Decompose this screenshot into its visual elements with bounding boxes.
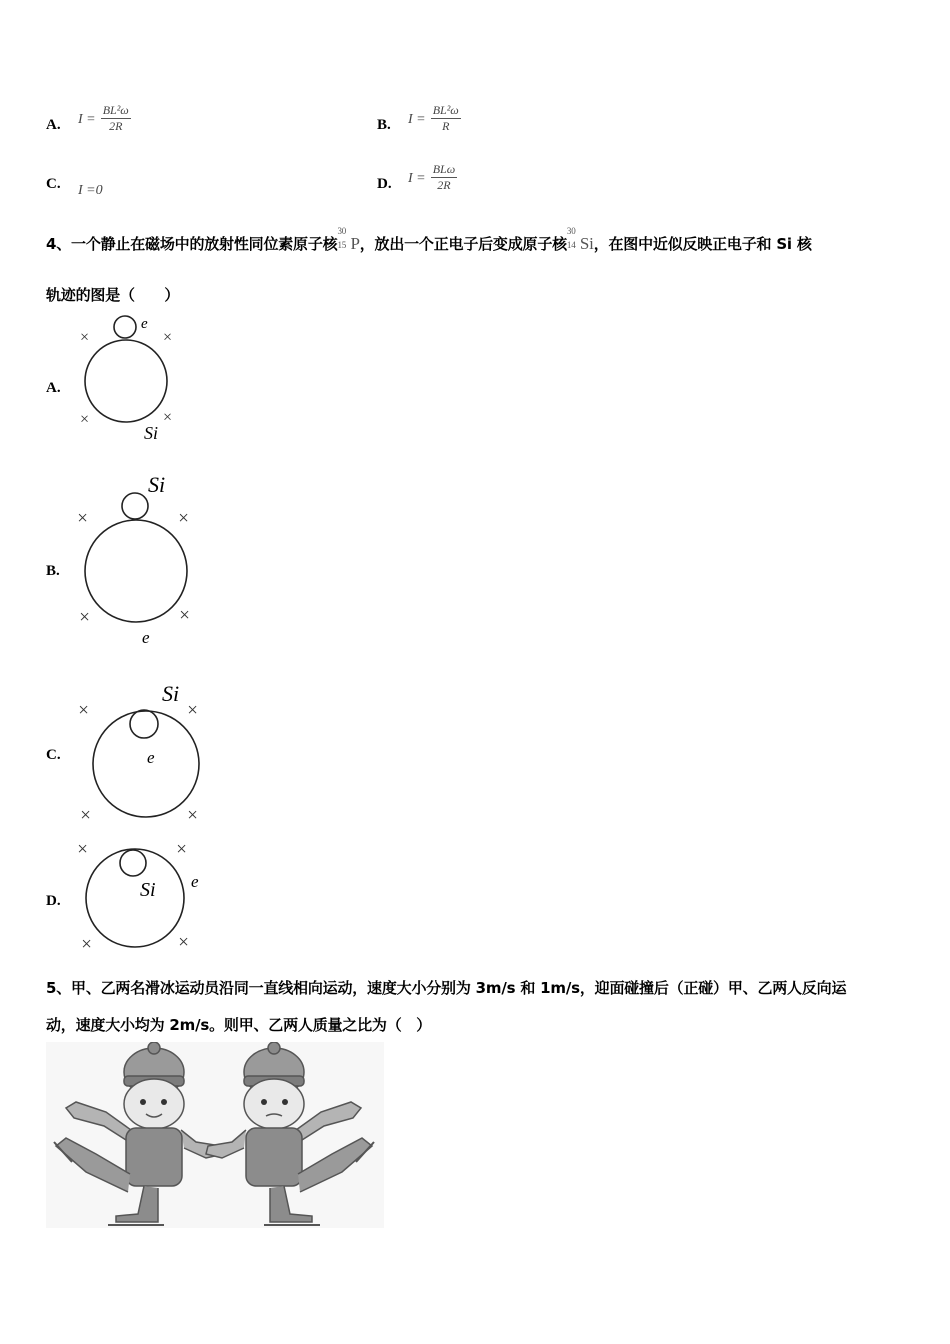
q4-option-c-diagram (70, 676, 215, 828)
field-cross-icon: × (79, 805, 92, 826)
large-track-circle (85, 340, 167, 422)
large-track-label: e (142, 628, 150, 647)
option-b-numerator: BL²ω (432, 103, 459, 117)
large-track-circle (85, 520, 187, 622)
option-b-label: B. (377, 117, 391, 133)
small-track-label: Si (140, 879, 156, 901)
large-track-circle (86, 849, 184, 947)
q4-option-a-label: A. (46, 380, 61, 396)
question-4-line-2: 轨迹的图是（ ） (46, 286, 180, 304)
option-d-numerator: BLω (432, 162, 456, 176)
option-a-denominator: 2R (109, 119, 123, 133)
option-b-denominator: R (442, 119, 450, 133)
option-a-label: A. (46, 117, 61, 133)
field-cross-icon: × (186, 700, 199, 721)
field-cross-icon: × (78, 607, 91, 628)
option-b-formula: I = $\frac{\text{BL²ω}}{R}$ (408, 103, 459, 133)
field-cross-icon: × (76, 508, 89, 529)
small-track-label: e (141, 316, 148, 332)
field-cross-icon: × (80, 934, 93, 955)
field-cross-icon: × (178, 605, 191, 626)
option-a-formula: I = $\frac{\text{BL²ω}}{2R}$ (78, 103, 129, 133)
question-5-line-1: 5、甲、乙两名滑冰运动员沿同一直线相向运动，速度大小分别为 3m/s 和 1m/s，迎面碰撞后（正碰）甲、乙两人反向运 (46, 979, 847, 997)
field-cross-icon: × (79, 411, 90, 428)
question-4-line-1: 4、一个静止在磁场中的放射性同位素原子核 30 15 P，放出一个正电子后变成原子核 30 14 Si，在图中近似反映正电子和 Si 核 (46, 226, 812, 253)
option-d-formula: I = $\frac{\text{BLω}}{2R}$ (408, 162, 456, 192)
field-cross-icon: × (177, 508, 190, 529)
large-track-label: Si (144, 423, 159, 443)
isotope-p30: 30 15 P (337, 226, 360, 253)
small-track-circle (120, 850, 146, 876)
small-track-circle (130, 710, 158, 738)
question-5-line-2: 动，速度大小均为 2m/s。则甲、乙两人质量之比为（ ） (46, 1016, 432, 1034)
option-c-formula: I =0 (78, 183, 103, 198)
small-track-circle (122, 493, 148, 519)
small-track-circle (114, 316, 136, 338)
q4-option-b-diagram (70, 468, 210, 650)
option-c-label: C. (46, 176, 61, 192)
field-cross-icon: × (177, 932, 190, 953)
field-cross-icon: × (162, 329, 173, 346)
skaters-illustration (46, 1042, 384, 1228)
option-a-numerator: BL²ω (102, 103, 129, 117)
option-d-denominator: 2R (437, 178, 451, 192)
small-track-label: e (147, 748, 155, 767)
q4-option-d-label: D. (46, 893, 61, 909)
option-d-label: D. (377, 176, 392, 192)
large-track-label: Si (162, 681, 180, 706)
q4-option-d-diagram (70, 834, 215, 956)
q4-option-b-label: B. (46, 563, 60, 579)
field-cross-icon: × (186, 805, 199, 826)
large-track-circle (93, 711, 199, 817)
small-track-label: Si (148, 472, 166, 497)
field-cross-icon: × (76, 839, 89, 860)
field-cross-icon: × (175, 839, 188, 860)
q4-option-a-diagram (70, 310, 190, 445)
large-track-label: e (191, 872, 199, 891)
isotope-si30: 30 14 Si (566, 226, 594, 253)
q4-option-c-label: C. (46, 747, 61, 763)
field-cross-icon: × (162, 409, 173, 426)
field-cross-icon: × (77, 700, 90, 721)
field-cross-icon: × (79, 329, 90, 346)
